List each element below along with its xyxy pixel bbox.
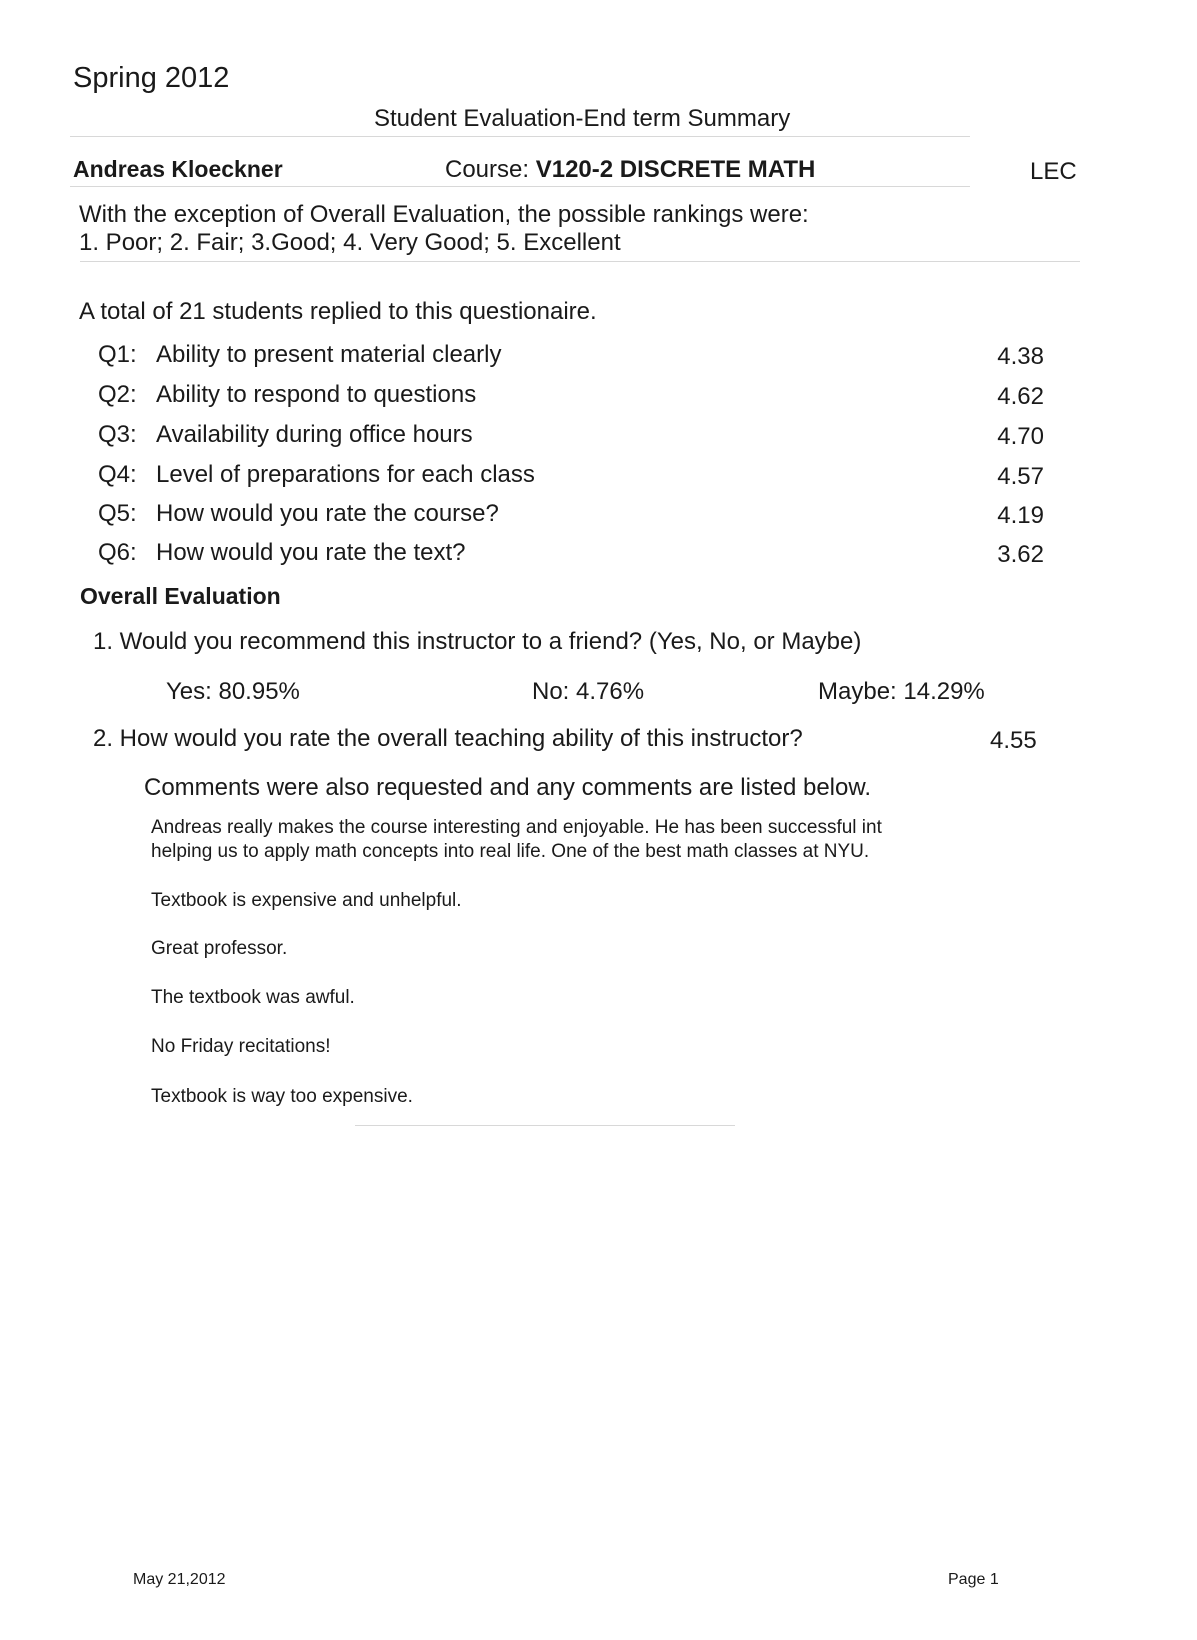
footer-date: May 21,2012 <box>133 1571 226 1588</box>
question-row-q6 <box>98 539 1044 569</box>
recommend-maybe-percent: Maybe: 14.29% <box>818 678 985 705</box>
ranking-legend-line-1: With the exception of Overall Evaluation, the possible rankings were: <box>79 201 809 228</box>
ranking-legend-line-2: 1. Poor; 2. Fair; 3.Good; 4. Very Good; 5. Excellent <box>79 229 621 256</box>
overall-rating-question: 2. How would you rate the overall teaching ability of this instructor? <box>93 725 803 752</box>
question-row-q1 <box>98 341 1044 371</box>
question-score: 3.62 <box>997 541 1044 568</box>
question-number: Q3: <box>98 421 137 448</box>
response-count-note: A total of 21 students replied to this questionaire. <box>79 298 597 325</box>
question-number: Q5: <box>98 500 137 527</box>
question-score: 4.57 <box>997 463 1044 490</box>
legend-rule <box>80 261 1080 262</box>
recommend-yes-percent: Yes: 80.95% <box>166 678 300 705</box>
comment-line: Textbook is expensive and unhelpful. <box>151 890 462 911</box>
question-text: Level of preparations for each class <box>156 461 535 488</box>
comment-line: No Friday recitations! <box>151 1036 331 1057</box>
question-row-q4 <box>98 461 1044 491</box>
question-score: 4.70 <box>997 423 1044 450</box>
comment-item <box>151 986 355 1010</box>
comment-line: helping us to apply math concepts into real life. One of the best math classes at NYU. <box>151 841 870 862</box>
question-number: Q4: <box>98 461 137 488</box>
comment-item <box>151 816 882 864</box>
course-rule <box>70 186 970 187</box>
question-number: Q1: <box>98 341 137 368</box>
question-score: 4.62 <box>997 383 1044 410</box>
overall-rating-score: 4.55 <box>990 727 1037 754</box>
term-label: Spring 2012 <box>73 62 230 94</box>
question-score: 4.38 <box>997 343 1044 370</box>
comment-item <box>151 889 462 913</box>
recommend-question: 1. Would you recommend this instructor to a friend? (Yes, No, or Maybe) <box>93 628 862 655</box>
question-number: Q6: <box>98 539 137 566</box>
comments-rule <box>355 1125 735 1126</box>
course-label: Course: <box>445 156 530 183</box>
instructor-name: Andreas Kloeckner <box>73 156 283 182</box>
recommend-no-percent: No: 4.76% <box>532 678 645 705</box>
overall-evaluation-heading: Overall Evaluation <box>80 583 281 609</box>
question-text: Ability to present material clearly <box>156 341 502 368</box>
comment-line: The textbook was awful. <box>151 987 355 1008</box>
footer-page-number: Page 1 <box>948 1571 999 1588</box>
section-type: LEC <box>1030 158 1077 185</box>
comment-line: Great professor. <box>151 938 288 959</box>
comment-line: Andreas really makes the course interesting and enjoyable. He has been successful int <box>151 817 882 838</box>
comment-line: Textbook is way too expensive. <box>151 1086 413 1107</box>
course-info <box>445 156 815 184</box>
course-name: V120-2 DISCRETE MATH <box>535 156 816 183</box>
question-score: 4.19 <box>997 502 1044 529</box>
comment-item <box>151 1035 331 1059</box>
question-text: Ability to respond to questions <box>156 381 477 408</box>
question-text: How would you rate the text? <box>156 539 466 566</box>
question-text: How would you rate the course? <box>156 500 499 527</box>
comments-intro: Comments were also requested and any comments are listed below. <box>144 774 872 801</box>
comment-item <box>151 937 287 961</box>
question-number: Q2: <box>98 381 137 408</box>
header-rule <box>70 136 970 137</box>
document-title: Student Evaluation-End term Summary <box>374 105 791 132</box>
question-row-q2 <box>98 381 1044 411</box>
question-row-q3 <box>98 421 1044 451</box>
comment-item <box>151 1085 413 1109</box>
question-text: Availability during office hours <box>156 421 473 448</box>
question-row-q5 <box>98 500 1044 530</box>
